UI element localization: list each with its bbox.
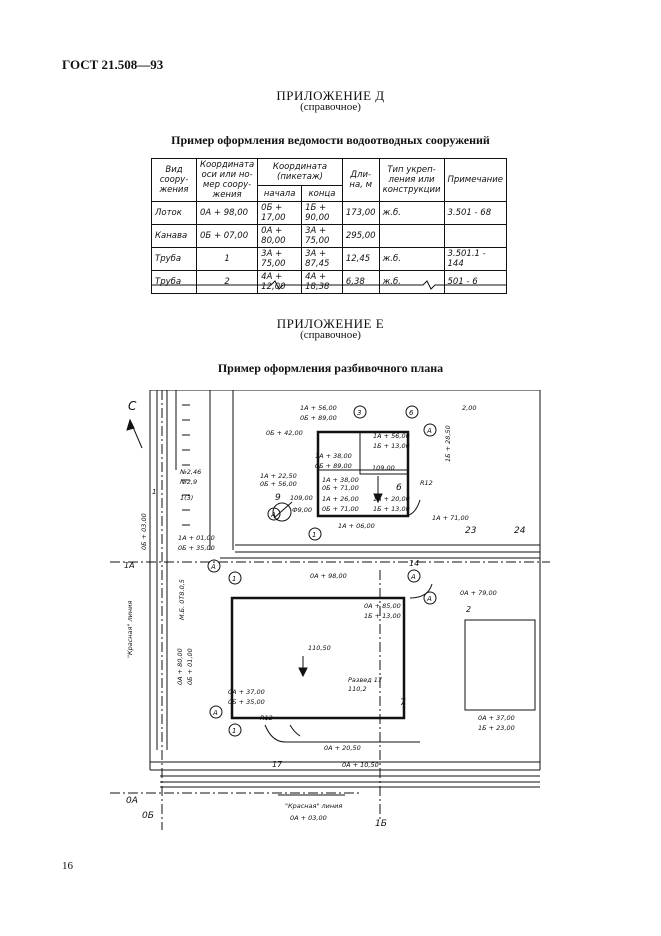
plan-label: 0А + 79,00 [460, 589, 497, 597]
plan-label: А [213, 709, 218, 717]
cell-start: 0А + 80,00 [258, 225, 302, 248]
cell-kind: Лоток [152, 202, 197, 225]
plan-label: 1А + 22,50 [260, 472, 297, 480]
cell-kind: Канава [152, 225, 197, 248]
plan-label: 0Б [142, 811, 154, 821]
cell-note [444, 225, 507, 248]
plan-label: 0Б + 71,00 [322, 505, 359, 513]
cell-note: 3.501.1 - 144 [444, 248, 507, 271]
cell-kind: Труба [152, 248, 197, 271]
header-end: конца [302, 186, 343, 202]
plan-label: 0Б + 03,00 [140, 513, 148, 550]
plan-label: 1Б + 23,00 [478, 724, 515, 732]
plan-label: 1А + 01,00 [178, 534, 215, 542]
cell-axis: 0Б + 07,00 [197, 225, 258, 248]
plan-label: 1А + 56,00 [300, 404, 337, 412]
plan-label: 0А + 37,00 [228, 688, 265, 696]
plan-label: "Красная" линия [285, 802, 343, 810]
plan-label: №2,9 [180, 478, 198, 486]
cell-end: 3А + 87,45 [302, 248, 343, 271]
cell-end: 3А + 75,00 [302, 225, 343, 248]
plan-label: 23 [465, 526, 477, 536]
plan-label: "Красная" линия [126, 600, 134, 658]
plan-label: 1А [124, 561, 135, 570]
plan-label: 1Б + 28,50 [444, 425, 452, 462]
table-break-line [151, 279, 507, 293]
plan-label: 1А + 38,00 [322, 476, 359, 484]
plan-label: 1Б + 13,00 [373, 442, 410, 450]
header-length: Дли-на, м [342, 159, 379, 202]
cell-axis: 0А + 98,00 [197, 202, 258, 225]
cell-type: ж.б. [379, 271, 444, 294]
cell-kind: Труба [152, 271, 197, 294]
plan-label: 0А + 80,00 [176, 648, 184, 685]
table-row [152, 225, 507, 248]
plan-label: 7 [400, 698, 406, 708]
table-row [152, 202, 507, 225]
plan-label: 110,50 [308, 644, 331, 652]
cell-start: 0Б + 17,00 [258, 202, 302, 225]
plan-label: А [211, 563, 216, 571]
north-label: С [128, 399, 137, 413]
appendix-e-title: ПРИЛОЖЕНИЕ Е [276, 316, 385, 331]
plan-label: 0А + 98,00 [310, 572, 347, 580]
plan-label: 1 [232, 727, 237, 735]
header-kind: Вид соору-жения [152, 159, 197, 202]
plan-label: 14 [409, 559, 420, 568]
cell-axis: 1 [197, 248, 258, 271]
plan-label: 1А + 26,00 [322, 495, 359, 503]
plan-label: 1 [312, 531, 317, 539]
plan-label: А [427, 427, 432, 435]
header-start: начала [258, 186, 302, 202]
plan-label: А [411, 573, 416, 581]
plan-label: 1 [152, 488, 157, 496]
plan-label: 0Б + 71,00 [322, 484, 359, 492]
appendix-d-subtitle: (справочное) [300, 101, 361, 113]
plan-label: А [271, 511, 276, 519]
header-note: Примечание [444, 159, 507, 202]
plan-label: 1Б + 13,00 [364, 612, 401, 620]
plan-label: 0Б + 89,00 [315, 462, 352, 470]
cell-type: ж.б. [379, 248, 444, 271]
layout-plan [110, 390, 550, 830]
table-row [152, 248, 507, 271]
cell-start: 3А + 75,00 [258, 248, 302, 271]
plan-label: 109,00 [372, 464, 395, 472]
plan-label: 0А + 37,00 [478, 714, 515, 722]
plan-label: 24 [514, 526, 526, 536]
cell-length: 12,45 [342, 248, 379, 271]
cell-end: 1Б + 90,00 [302, 202, 343, 225]
plan-label: 110,2 [348, 685, 367, 693]
plan-label: 1А + 06,00 [338, 522, 375, 530]
plan-label: 0А [126, 796, 138, 806]
document-code: ГОСТ 21.508—93 [62, 57, 164, 72]
cell-axis: 2 [197, 271, 258, 294]
plan-label: 6 [409, 409, 414, 417]
header-coord: Координата (пикетаж) [258, 159, 343, 186]
plan-label: 2 [466, 605, 472, 614]
plan-label: 0А + 20,50 [324, 744, 361, 752]
plan-label: 109,00 [290, 494, 313, 502]
cell-type [379, 225, 444, 248]
appendix-e-subtitle: (справочное) [300, 329, 361, 341]
appendix-e-heading: Пример оформления разбивочного плана [217, 361, 444, 375]
plan-label: 2,00 [462, 404, 477, 412]
plan-label: 0А + 85,00 [364, 602, 401, 610]
plan-label: 6 [396, 483, 402, 493]
plan-label: Развед 17 [348, 676, 383, 684]
cell-note: 501 - 6 [444, 271, 507, 294]
plan-label: 17 [272, 760, 283, 769]
plan-label: 0А + 10,50 [342, 761, 379, 769]
plan-label: R12 [420, 479, 433, 487]
plan-label: М.Б. 0Т8.0,5 [178, 579, 186, 620]
plan-label: R12 [260, 714, 273, 722]
plan-label: 1Б [375, 819, 387, 829]
plan-label: 0Б + 42,00 [266, 429, 303, 437]
drainage-register-table [151, 158, 507, 294]
appendix-d-heading: Пример оформления ведомости водоотводных сооружений [171, 133, 490, 147]
plan-label: А [427, 595, 432, 603]
plan-label: 0А + 03,00 [290, 814, 327, 822]
header-axis: Координата оси или но-мер соору-жения [197, 159, 258, 202]
plan-label: 0Б + 56,00 [260, 480, 297, 488]
plan-label: 0Б + 35,00 [178, 544, 215, 552]
plan-label: 0Б + 89,00 [300, 414, 337, 422]
header-type: Тип укреп-ления или конструкции [379, 159, 444, 202]
cell-note: 3.501 - 68 [444, 202, 507, 225]
plan-label: 1(3) [180, 494, 194, 502]
plan-label: Ф9,00 [292, 506, 313, 514]
plan-label: 3 [357, 409, 362, 417]
cell-start: 4А + 12,00 [258, 271, 302, 294]
cell-length: 295,00 [342, 225, 379, 248]
cell-end: 4А + 18,38 [302, 271, 343, 294]
cell-length: 6,38 [342, 271, 379, 294]
plan-label: 9 [275, 493, 281, 503]
appendix-d-title: ПРИЛОЖЕНИЕ Д [276, 88, 385, 103]
plan-label: 1А + 71,00 [432, 514, 469, 522]
plan-label: 1Б + 13,00 [373, 505, 410, 513]
plan-label: 1А + 56,00 [373, 432, 410, 440]
page-number: 16 [62, 860, 73, 872]
cell-length: 173,00 [342, 202, 379, 225]
cell-type: ж.б. [379, 202, 444, 225]
plan-label: №2,46 [180, 468, 202, 476]
plan-label: 1 [232, 575, 237, 583]
plan-label: 1А + 20,00 [373, 495, 410, 503]
plan-label: 1А + 38,00 [315, 452, 352, 460]
plan-label: 0Б + 01,00 [186, 648, 194, 685]
plan-label: 0Б + 35,00 [228, 698, 265, 706]
